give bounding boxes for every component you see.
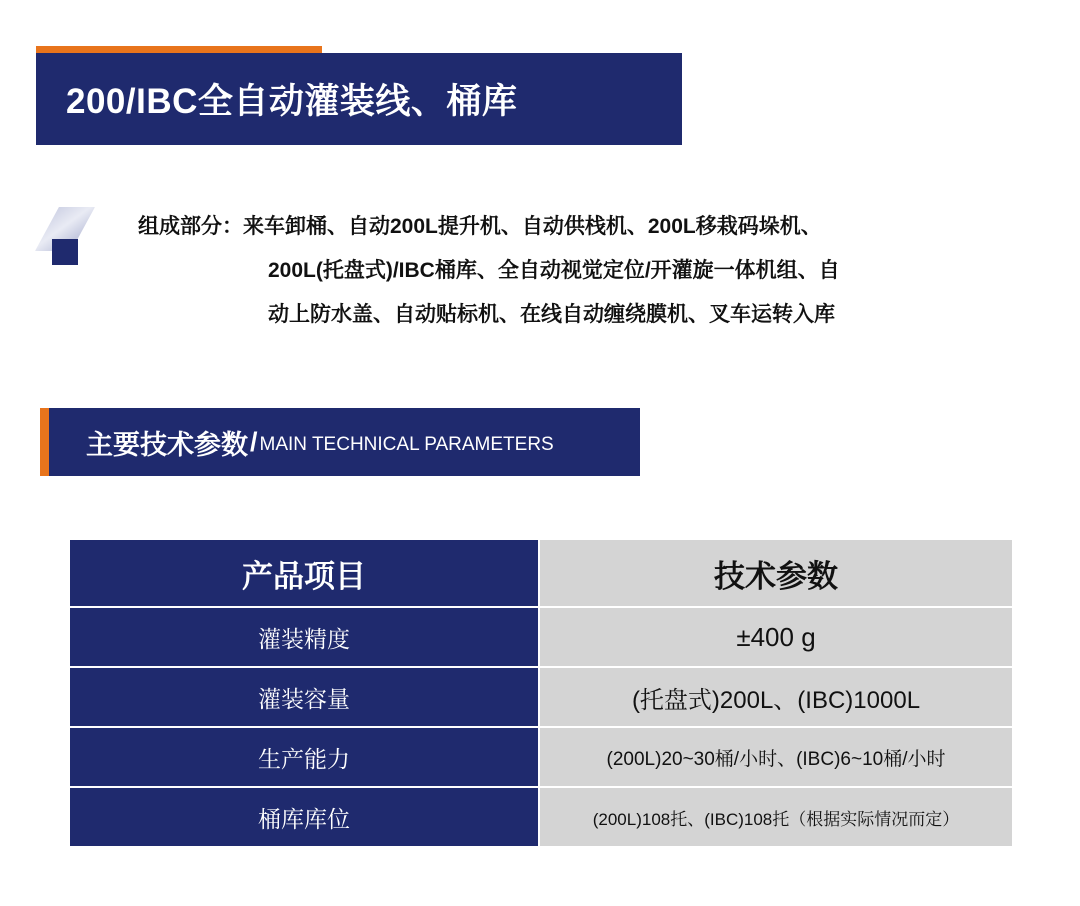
title-banner [36,53,682,145]
section-heading-band [40,408,640,476]
composition-block [40,205,1040,337]
technical-parameters-table [68,538,1014,848]
table-header-item: 产品项目 [69,539,539,607]
table-row [69,787,1013,847]
title-accent-bar [36,46,322,53]
page-title-block [36,46,682,145]
composition-line-3: 动上防水盖、自动贴标机、在线自动缠绕膜机、叉车运转入库 [268,303,835,326]
row-label-storage-positions: 桶库库位 [69,787,539,847]
square-bullet-icon [52,239,78,265]
row-label-filling-capacity: 灌装容量 [69,667,539,727]
row-value-filling-accuracy: ±400 g [539,607,1013,667]
row-label-production-capacity: 生产能力 [69,727,539,787]
table-row [69,607,1013,667]
composition-text [138,205,998,337]
composition-line-2: 200L(托盘式)/IBC桶库、全自动视觉定位/开灌旋一体机组、自 [268,259,840,282]
table-header-row [69,539,1013,607]
table-header-parameter: 技术参数 [539,539,1013,607]
section-title-separator: / [250,426,258,457]
ribbon-marker-icon [40,207,98,263]
composition-line-1: 组成部分：来车卸桶、自动200L提升机、自动供栈机、200L移栽码垛机、 [138,215,822,238]
table-row [69,727,1013,787]
section-title-en: MAIN TECHNICAL PARAMETERS [259,434,554,455]
page-title: 200/IBC全自动灌装线、桶库 [66,82,518,121]
row-value-production-capacity: (200L)20~30桶/小时、(IBC)6~10桶/小时 [539,727,1013,787]
row-value-storage-positions: (200L)108托、(IBC)108托（根据实际情况而定） [539,787,1013,847]
row-value-filling-capacity: (托盘式)200L、(IBC)1000L [539,667,1013,727]
section-accent-bar [40,408,49,476]
section-title-cn: 主要技术参数 [86,429,248,460]
row-label-filling-accuracy: 灌装精度 [69,607,539,667]
table-row [69,667,1013,727]
